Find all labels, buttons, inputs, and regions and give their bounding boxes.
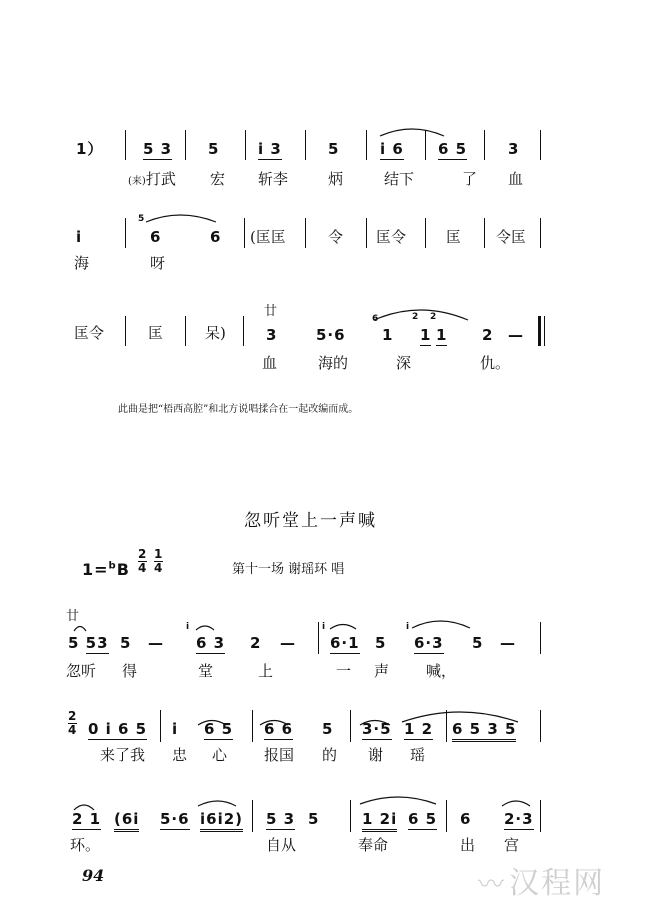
lyric-text: 斩李 [258, 170, 289, 188]
notation-note: 5 [328, 140, 340, 158]
notation-note: 3 [266, 326, 278, 344]
notation-note: i6i2) [200, 810, 243, 832]
bar-line [125, 130, 126, 160]
lyric-text: 出 [460, 836, 476, 854]
slur-arc-5 [196, 626, 214, 630]
bar-line [252, 710, 253, 742]
lyric-text: 谢 [368, 746, 384, 764]
lyric-text: 的 [322, 746, 338, 764]
lyric-text: 声 [374, 662, 390, 680]
notation-note: 6 3 [196, 634, 226, 652]
bar-line [243, 316, 244, 346]
bar-line [425, 130, 426, 160]
lyric-text: 呀 [150, 254, 166, 272]
lyric-text: 深 [396, 354, 412, 372]
scene-info: 第十一场 谢瑶环 唱 [232, 562, 345, 577]
notation-note: 5 53 [68, 634, 109, 652]
lyric-text: 血 [508, 170, 524, 188]
bar-line [160, 710, 161, 742]
bar-line [446, 800, 447, 832]
lyric-text: 忠 [172, 746, 188, 764]
bar-line [125, 218, 126, 248]
bar-line [318, 622, 319, 654]
grace-note: 5 [138, 214, 145, 224]
bar-line [305, 218, 306, 248]
lyric-text: 报国 [264, 746, 295, 764]
lyric-text: 宫 [504, 836, 520, 854]
notation-note: 1 [436, 326, 448, 344]
watermark-logo: 〰 汉程网 [478, 866, 606, 901]
time-signature: 1 4 [154, 547, 164, 575]
time-signature: 2 4 [138, 547, 148, 575]
key-signature: 1=$^b$B [82, 560, 130, 579]
time-signature: 2 4 [68, 709, 78, 737]
bar-line [446, 710, 447, 742]
notation-note: 6 5 [438, 140, 468, 158]
percussion-text: 匡 [148, 324, 164, 342]
percussion-text: 令 [328, 228, 344, 246]
lyric-text: 自从 [266, 836, 297, 854]
notation-note: 2 [250, 634, 262, 652]
notation-note: i 3 [258, 140, 282, 158]
notation-note: — [508, 326, 524, 344]
percussion-text: 匡 [446, 228, 462, 246]
notation-note: 5 [322, 720, 334, 738]
notation-note: 0 i 6 5 [88, 720, 148, 738]
notation-note: 2·3 [504, 810, 534, 828]
slur-arc-7 [412, 621, 470, 628]
bar-line [244, 218, 245, 248]
bar-line [185, 316, 186, 346]
slur-arc-3 [374, 310, 468, 320]
lyric-text: 瑶 [410, 746, 426, 764]
slur-arc-14 [360, 797, 436, 804]
grace-note: i [322, 622, 326, 632]
bar-line [540, 622, 541, 654]
notation-note: 1 2 [404, 720, 434, 738]
notation-note: 6 5 3 5 [452, 720, 516, 742]
lyric-text: 炳 [328, 170, 344, 188]
lyric-text: 得 [122, 662, 138, 680]
notation-note: 6 [150, 228, 162, 246]
lyric-text: 忽听 [66, 662, 97, 680]
lyric-text: 宏 [210, 170, 226, 188]
percussion-text: 呆) [205, 324, 226, 342]
bar-line [540, 130, 541, 160]
percussion-text: (匡匡 [250, 228, 286, 246]
slur-arc-4 [74, 627, 86, 632]
bar-line [350, 710, 351, 742]
notation-note: 5·6 [316, 326, 346, 344]
notation-note: 6 5 [204, 720, 234, 738]
song-title: 忽听堂上一声喊 [244, 511, 377, 531]
notation-note: 3·5 [362, 720, 392, 738]
percussion-text: 匡令 [376, 228, 407, 246]
notation-note: i 6 [380, 140, 404, 158]
slur-arc-2 [146, 215, 216, 222]
notation-note: 1 [382, 326, 394, 344]
bar-line [350, 800, 351, 832]
slur-arc-1 [380, 129, 444, 136]
bar-line [366, 130, 367, 160]
grace-note: i [186, 622, 190, 632]
lyric-text: 喊， [426, 662, 457, 680]
bar-line [425, 218, 426, 248]
notation-note: 5 [375, 634, 387, 652]
percussion-text: 令匡 [496, 228, 527, 246]
bar-line [484, 218, 485, 248]
bar-line [366, 218, 367, 248]
notation-note: (6i [114, 810, 139, 832]
page-number: 94 [82, 866, 105, 885]
notation-note: — [280, 634, 296, 652]
lyric-text: 海的 [318, 354, 349, 372]
lyric-text: 仇。 [480, 354, 511, 372]
notation-note: 6 6 [264, 720, 294, 738]
grace-note: i [406, 622, 410, 632]
notation-note: 1 2i [362, 810, 397, 832]
notation-note: 6·1 [330, 634, 360, 652]
notation-note: i [172, 720, 179, 738]
lyric-text: 堂 [198, 662, 214, 680]
notation-note: 5 [472, 634, 484, 652]
bar-line [305, 130, 306, 160]
notation-note: 2 [482, 326, 494, 344]
lyric-text: 了 [462, 170, 478, 188]
bar-line [540, 218, 541, 248]
notation-note: 5 3 [266, 810, 296, 828]
notation-note: 2 1 [72, 810, 102, 828]
notation-note: — [148, 634, 164, 652]
grace-note: 2 [412, 312, 419, 322]
footnote: 此曲是把“梧西高腔”和北方说唱揉合在一起改编而成。 [118, 404, 359, 415]
bar-line [484, 130, 485, 160]
notation-note: 1） [76, 140, 104, 158]
bar-line [540, 710, 541, 742]
lyric-text: 奉命 [358, 836, 389, 854]
lyric-text: 海 [74, 254, 90, 272]
bar-line [540, 800, 541, 832]
bar-line [185, 130, 186, 160]
slur-arc-6 [330, 625, 356, 630]
percussion-text: 匡令 [74, 324, 105, 342]
notation-note: 6 [460, 810, 472, 828]
grace-note: 2 [430, 312, 437, 322]
lyric-text: 来了我 [100, 746, 146, 764]
final-bar-line [538, 316, 541, 346]
notation-note: 6 5 [408, 810, 438, 828]
slur-arc-13 [198, 801, 236, 806]
notation-note: i [76, 228, 83, 246]
lyric-text: 环。 [70, 836, 101, 854]
lyric-text: (来)打武 [128, 170, 176, 188]
notation-note: 6·3 [414, 634, 444, 652]
notation-note: 3 [508, 140, 520, 158]
bar-line [125, 316, 126, 346]
lyric-text: 血 [262, 354, 278, 372]
notation-note: 5 [308, 810, 320, 828]
lyric-text: 结下 [384, 170, 415, 188]
wave-icon: 〰 [478, 870, 505, 900]
lyric-text: 上 [258, 662, 274, 680]
free-tempo-mark: 廿 [66, 609, 80, 624]
notation-note: 5·6 [160, 810, 190, 828]
final-bar-line [544, 316, 545, 346]
notation-note: 6 [210, 228, 222, 246]
lyric-text: 一 [336, 662, 352, 680]
notation-note: 5 3 [143, 140, 173, 158]
notation-note: 5 [208, 140, 220, 158]
notation-note: — [500, 634, 516, 652]
notation-note: 1 [420, 326, 432, 344]
notation-note: 5 [120, 634, 132, 652]
lyric-text: 心 [212, 746, 228, 764]
grace-note: 6 [372, 314, 379, 324]
free-tempo-mark: 廿 [264, 304, 278, 319]
slur-arc-15 [502, 801, 530, 806]
bar-line [245, 130, 246, 160]
bar-line [252, 800, 253, 832]
